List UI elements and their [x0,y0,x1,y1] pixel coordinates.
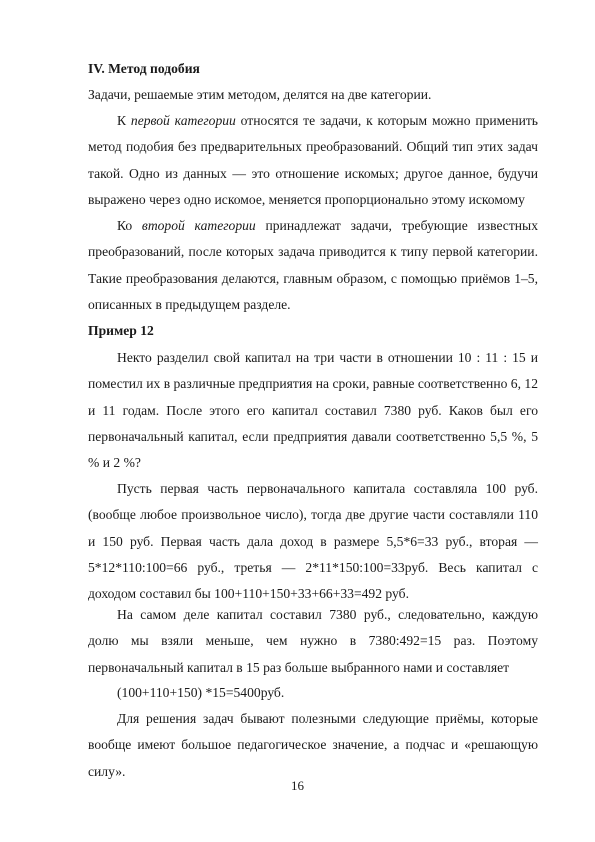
paragraph-categories-intro [88,82,538,108]
section-title: IV. Метод подобия [88,61,200,76]
paragraph-text: К [117,113,131,128]
formula-line: (100+110+150) *15=5400руб. [117,685,285,700]
italic-term-second-category: второй категории [141,218,256,233]
paragraph-first-category [88,108,538,213]
paragraph-text: относятся те задачи, к которым можно применить метод подобия без предварительных преобразований. Общий тип этих задач такой. Одно из данных — это отношение искомых; другое данное, будучи выражено через одно искомое, меняется пропорционально этому искомому [88,113,539,207]
paragraph-closing: Для решения задач бывают полезными следующие приёмы, которые вообще имеют большое педагогическое значение, а подчас и «решающую силу». [88,711,538,779]
paragraph-problem-statement: Некто разделил свой капитал на три части в отношении 10 : 11 : 15 и поместил их в различные предприятия на сроки, равные соответственно 6, 12 и 11 годам. После этого его капитал составил 7380 руб. Каков был его первоначальный капитал, если предприятия давали соответственно 5,5 %, 5 % и 2 %? [88,350,538,471]
italic-term-first-category: первой категории [130,113,236,128]
paragraph-solution-step-1: Пусть первая часть первоначального капитала составляла 100 руб. (вообще любое произвольное число), тогда две другие части составляли 110 и 150 руб. Первая часть дала доход в размере 5,5*6=33 руб., вторая — 5*12*110:100=66 руб., третья — 2*11*150:100=33руб. Весь капитал с доходом составил бы 100+110+150+33+66+33=492 руб. [88,481,538,602]
paragraph-second-category [88,213,538,318]
paragraph-text: Задачи, решаемые этим методом, делятся на две категории. [88,87,432,102]
paragraph-text: принадлежат задачи, требующие известных преобразований, после которых задача приводится к типу первой категории. Такие преобразования делаются, главным образом, с помощью приёмов 1–5, описанных в предыдущем разделе. [88,218,538,312]
paragraph-solution-step-2: На самом деле капитал составил 7380 руб., следовательно, каждую долю мы взяли меньше, чем нужно в 7380:492=15 раз. Поэтому первоначальный капитал в 15 раз больше выбранного нами и составляет [88,607,538,675]
example-title: Пример 12 [88,323,154,338]
page-number: 16 [291,778,304,793]
paragraph-text: Ко [117,218,142,233]
